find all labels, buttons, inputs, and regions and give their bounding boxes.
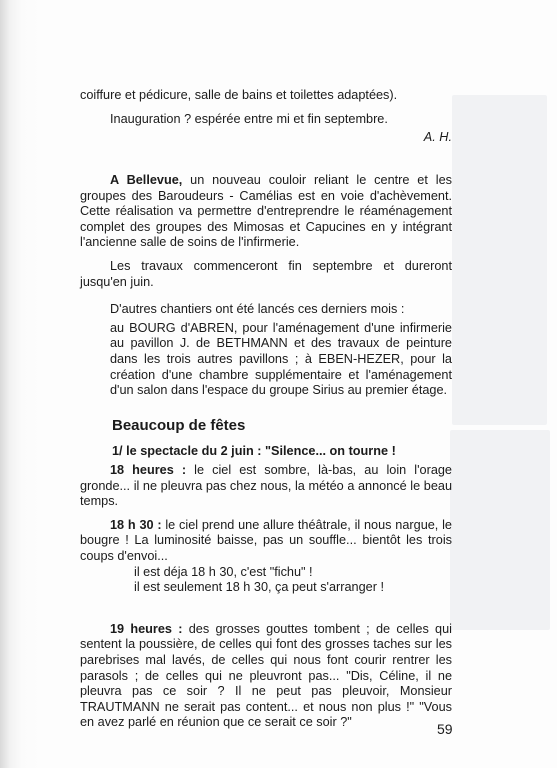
page-number: 59 <box>437 721 453 737</box>
18h30-line-1: il est déja 18 h 30, c'est "fichu" ! <box>134 564 313 579</box>
text-block-bellevue <box>80 173 452 399</box>
19h-lead: 19 heures : <box>110 621 183 636</box>
sub-heading: 1/ le spectacle du 2 juin : "Silence... on tourne ! <box>112 444 396 458</box>
18h30-lead: 18 h 30 : <box>110 517 162 532</box>
paragraph-bellevue <box>80 173 452 251</box>
signature: A. H. <box>423 130 452 145</box>
18h-text: le ciel est sombre, là-bas, au loin l'orage gronde... il ne pleuvra pas chez nous, la météo a annoncé le beau temps. <box>80 463 452 509</box>
bleed-through-block <box>452 95 547 425</box>
18h-lead: 18 heures : <box>110 463 187 477</box>
bleed-through-block <box>450 430 550 630</box>
paragraph-18h30 <box>80 518 452 565</box>
18h30-line-2: il est seulement 18 h 30, ça peut s'arranger ! <box>134 580 384 595</box>
bellevue-text: un nouveau couloir reliant le centre et les groupes des Baroudeurs - Camélias est en voie d'achèvement. Cette réalisation va permettre d'entreprendre le réaménagement complet des groupes des Mimosas et Capucines en y intégrant l'ancienne salle de soins de l'infirmerie. <box>80 173 452 250</box>
paragraph-18h <box>80 463 452 510</box>
18h30-text: le ciel prend une allure théâtrale, il nous nargue, le bougre ! La luminosité baisse, pas un souffle... bientôt les trois coups d'envoi... <box>80 517 452 563</box>
section-heading: Beaucoup de fêtes <box>112 417 246 434</box>
text-block-spectacle <box>80 463 452 731</box>
paragraph-bourg: au BOURG d'ABREN, pour l'aménagement d'une infirmerie au pavillon J. de BETHMANN et des travaux de peinture dans les trois autres pavillons ; à EBEN-HEZER, pour la création d'une chambre supplémentaire et l'aménagement d'un salon dans l'espace du groupe Sirius au premier étage. <box>110 320 452 398</box>
paragraph-travaux: Les travaux commenceront fin septembre et dureront jusqu'en juin. <box>80 258 452 289</box>
paragraph-inauguration: Inauguration ? espérée entre mi et fin septembre. <box>110 111 388 126</box>
text-block-top <box>80 88 452 146</box>
19h-text: des grosses gouttes tombent ; de celles qui sentent la poussière, de celles qui font des grosses taches sur les parebrises mal lavés, de celles qui nous font courir rentrer les parasols ; de celles qui ne pleuvront pas... "Dis, Céline, il ne pleuvra pas ce soir ? Il ne peut pas pleuvoir, Monsieur TRAUTMANN ne serait pas content... et nous non plus !" "Vous en avez parlé en réunion que ce serait ce soir ?" <box>80 621 452 730</box>
bellevue-lead: A Bellevue, <box>110 173 183 187</box>
paragraph-19h <box>80 622 452 731</box>
paragraph-coiffure: coiffure et pédicure, salle de bains et toilettes adaptées). <box>80 88 398 102</box>
paragraph-chantiers: D'autres chantiers ont été lancés ces derniers mois : <box>110 302 405 317</box>
